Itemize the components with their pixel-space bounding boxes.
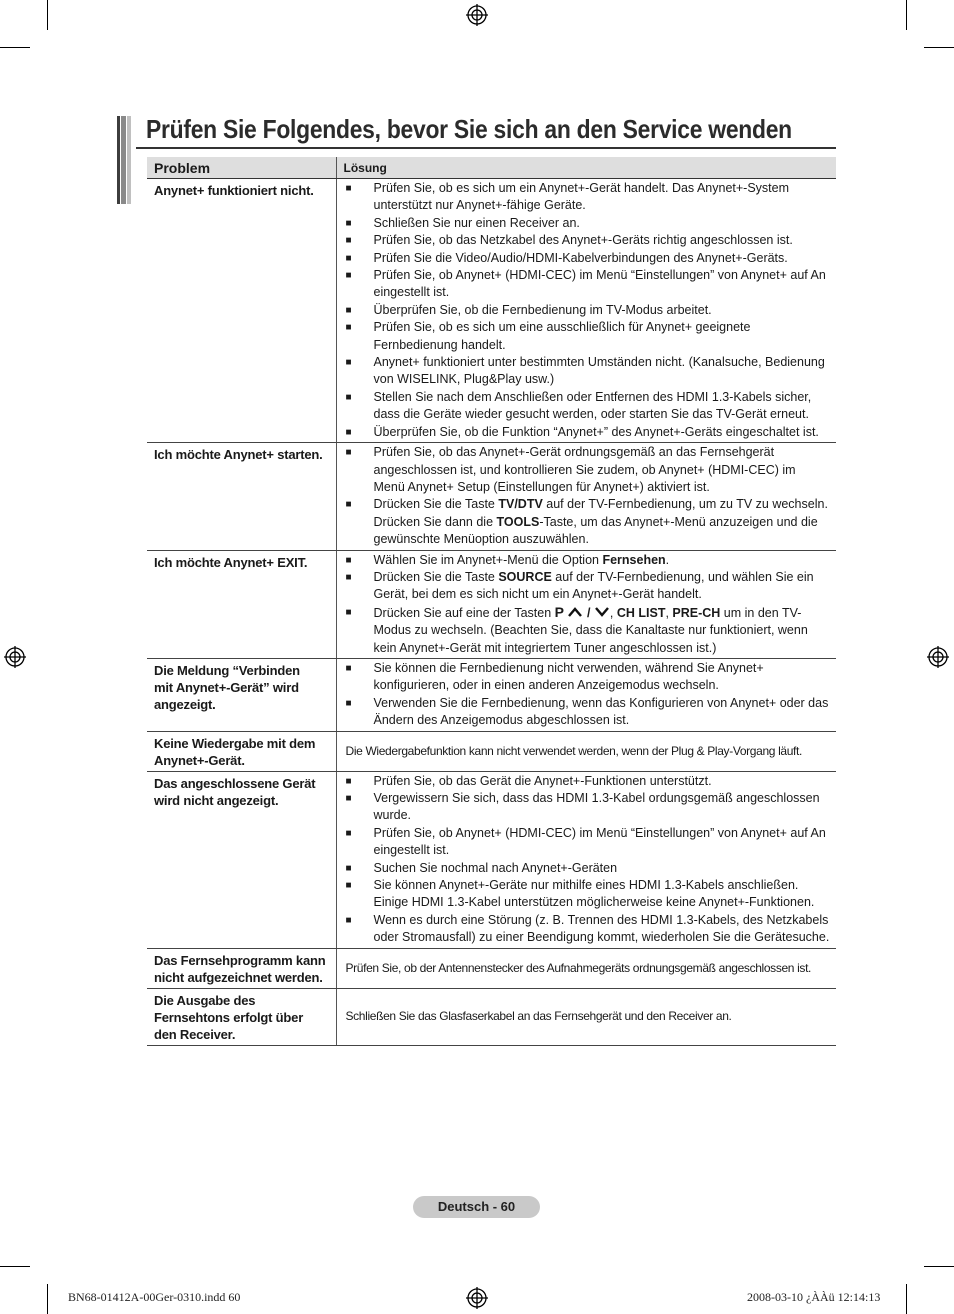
comma-separator: , bbox=[665, 605, 673, 620]
solution-bullet: ■ Überprüfen Sie, ob die Funktion “Anynet+” des Anynet+-Geräts eingeschaltet ist. bbox=[346, 424, 831, 441]
registration-mark-icon bbox=[466, 4, 488, 26]
bullet-text: . bbox=[665, 552, 670, 567]
key-tv-dtv: TV/DTV bbox=[498, 497, 543, 512]
page-number-badge: Deutsch - 60 bbox=[413, 1196, 540, 1218]
solution-cell bbox=[336, 550, 836, 658]
solution-bullet bbox=[346, 569, 831, 604]
crop-mark bbox=[47, 1284, 48, 1314]
solution-bullet: ■ Prüfen Sie, ob das Netzkabel des Anynet+-Geräts richtig angeschlossen ist. bbox=[346, 232, 831, 249]
solution-bullet: ■ Prüfen Sie, ob Anynet+ (HDMI-CEC) im Menü “Einstellungen” von Anynet+ auf An eingestellt ist. bbox=[346, 267, 831, 302]
solution-bullet bbox=[346, 552, 831, 569]
bullet-text: Wählen Sie im Anynet+-Menü die Option bbox=[373, 552, 603, 567]
crop-mark bbox=[47, 0, 48, 30]
solution-bullet: ■ Prüfen Sie, ob das Anynet+-Gerät ordnungsgemäß an das Fernsehgerät angeschlossen ist, und kontrollieren Sie zudem, ob Anynet+ (HDMI-CEC) im Menü Anynet+ Setup (Einstellungen für Anynet+) aktiviert ist. bbox=[346, 444, 831, 496]
problem-cell: Die Meldung “Verbinden mit Anynet+-Gerät” wird angezeigt. bbox=[147, 658, 336, 731]
problem-cell: Anynet+ funktioniert nicht. bbox=[147, 179, 336, 443]
solution-bullet: ■ Verwenden Sie die Fernbedienung, wenn das Konfigurieren von Anynet+ oder das Ändern des Anzeigemodus abgeschlossen ist. bbox=[346, 695, 831, 730]
registration-mark-icon bbox=[466, 1287, 488, 1309]
solution-bullet: ■ Überprüfen Sie, ob die Fernbedienung im TV-Modus arbeitet. bbox=[346, 302, 831, 319]
chevron-down-icon bbox=[594, 606, 610, 618]
table-row bbox=[147, 731, 836, 771]
slash-separator: / bbox=[583, 605, 594, 620]
table-row bbox=[147, 988, 836, 1045]
column-header-solution: Lösung bbox=[336, 157, 836, 179]
solution-bullet: ■ Anynet+ funktioniert unter bestimmten Umständen nicht. (Kanalsuche, Bedienung von WISELINK, Plug&Play usw.) bbox=[346, 354, 831, 389]
registration-mark-icon bbox=[927, 646, 949, 668]
solution-bullet: ■ Prüfen Sie die Video/Audio/HDMI-Kabelverbindungen des Anynet+-Geräts. bbox=[346, 250, 831, 267]
key-tools: TOOLS bbox=[496, 514, 540, 529]
solution-cell bbox=[336, 658, 836, 731]
solution-cell: Die Wiedergabefunktion kann nicht verwendet werden, wenn der Plug & Play-Vorgang läuft. bbox=[336, 731, 836, 771]
problem-cell: Ich möchte Anynet+ starten. bbox=[147, 443, 336, 550]
solution-bullet: ■ Prüfen Sie, ob es sich um eine ausschließlich für Anynet+ geeignete Fernbedienung handelt. bbox=[346, 319, 831, 354]
solution-bullet: ■ Sie können die Fernbedienung nicht verwenden, während Sie Anynet+ konfigurieren, oder in einen anderen Anzeigemodus wechseln. bbox=[346, 660, 831, 695]
crop-mark bbox=[0, 47, 30, 48]
problem-cell: Die Ausgabe des Fernsehtons erfolgt über den Receiver. bbox=[147, 988, 336, 1045]
solution-bullet: ■ Wenn es durch eine Störung (z. B. Trennen des HDMI 1.3-Kabels, des Netzkabels oder Stromausfall) zu einer Beendigung kommt, wiederholen Sie die Gerätesuche. bbox=[346, 912, 831, 947]
solution-bullet: ■ Stellen Sie nach dem Anschließen oder Entfernen des HDMI 1.3-Kabels sicher, dass die Geräte wieder gesucht werden, oder starten Sie das TV-Gerät erneut. bbox=[346, 389, 831, 424]
bullet-text: auf der TV-Fernbedienung, und wählen Sie ein Gerät, bei dem es sich nicht um ein Anynet+-Gerät handelt. bbox=[373, 569, 814, 602]
solution-bullet: ■ Sie können Anynet+-Geräte nur mithilfe eines HDMI 1.3-Kabels anschließen. Einige HDMI 1.3-Kabel unterstützen möglicherweise keine Anynet+-Funktionen. bbox=[346, 877, 831, 912]
bullet-text: Drücken Sie die Taste bbox=[373, 497, 499, 512]
solution-bullet: ■ Prüfen Sie, ob Anynet+ (HDMI-CEC) im Menü “Einstellungen” von Anynet+ auf An eingestellt ist. bbox=[346, 825, 831, 860]
problem-cell: Keine Wiedergabe mit dem Anynet+-Gerät. bbox=[147, 731, 336, 771]
bullet-text: um in den TV-Modus zu wechseln. (Beachten Sie, dass die Kanaltaste nur funktioniert, wenn kein Anynet+-Gerät mit integriertem Tuner angeschlossen ist.) bbox=[373, 605, 808, 655]
table-row bbox=[147, 443, 836, 550]
solution-bullet bbox=[346, 604, 831, 657]
crop-mark bbox=[924, 1266, 954, 1267]
solution-cell bbox=[336, 771, 836, 948]
key-ch-list: CH LIST bbox=[616, 605, 666, 620]
bullet-text: Drücken Sie auf eine der Tasten bbox=[373, 605, 555, 620]
problem-cell: Das angeschlossene Gerät wird nicht angezeigt. bbox=[147, 771, 336, 948]
solution-cell bbox=[336, 443, 836, 550]
problem-cell: Das Fernsehprogramm kann nicht aufgezeichnet werden. bbox=[147, 948, 336, 988]
option-fernsehen: Fernsehen bbox=[602, 552, 666, 567]
table-row bbox=[147, 658, 836, 731]
solution-bullet: ■ Schließen Sie nur einen Receiver an. bbox=[346, 215, 831, 232]
table-row bbox=[147, 948, 836, 988]
problem-cell: Ich möchte Anynet+ EXIT. bbox=[147, 550, 336, 658]
crop-mark bbox=[906, 1284, 907, 1314]
table-row bbox=[147, 550, 836, 658]
title-rule bbox=[136, 147, 836, 149]
troubleshooting-table bbox=[147, 157, 836, 1046]
section-sidebar-bar bbox=[117, 116, 131, 204]
table-header-row bbox=[147, 157, 836, 179]
bullet-text: auf der TV-Fernbedienung, um zu TV zu wechseln. Drücken Sie dann die bbox=[373, 497, 828, 529]
solution-cell: Schließen Sie das Glasfaserkabel an das Fernsehgerät und den Receiver an. bbox=[336, 988, 836, 1045]
crop-mark bbox=[0, 1266, 30, 1267]
solution-bullet: ■ Vergewissern Sie sich, dass das HDMI 1.3-Kabel ordungsgemäß angeschlossen wurde. bbox=[346, 790, 831, 825]
table-row bbox=[147, 179, 836, 443]
solution-cell bbox=[336, 179, 836, 443]
key-pre-ch: PRE-CH bbox=[672, 605, 721, 620]
print-slug-filename: BN68-01412A-00Ger-0310.indd 60 bbox=[68, 1290, 241, 1304]
registration-mark-icon bbox=[4, 646, 26, 668]
crop-mark bbox=[924, 47, 954, 48]
bullet-text: -Taste, um das Anynet+-Menü anzuzeigen und die gewünschte Menüoption auszuwählen. bbox=[373, 514, 818, 547]
page-title: Prüfen Sie Folgendes, bevor Sie sich an den Service wenden bbox=[146, 114, 792, 144]
table-row bbox=[147, 771, 836, 948]
solution-bullet: ■ Suchen Sie nochmal nach Anynet+-Geräten bbox=[346, 860, 831, 877]
comma-separator: , bbox=[609, 605, 617, 620]
key-source: SOURCE bbox=[498, 569, 552, 584]
bullet-text: Drücken Sie die Taste bbox=[373, 569, 499, 584]
solution-bullet: ■ Prüfen Sie, ob das Gerät die Anynet+-Funktionen unterstützt. bbox=[346, 773, 831, 790]
column-header-problem: Problem bbox=[147, 157, 336, 179]
crop-mark bbox=[906, 0, 907, 30]
solution-bullet bbox=[346, 496, 831, 548]
print-slug-timestamp: 2008-03-10 ¿ÀÀü 12:14:13 bbox=[747, 1290, 881, 1304]
solution-bullet: ■ Prüfen Sie, ob es sich um ein Anynet+-Gerät handelt. Das Anynet+-System unterstützt nur Anynet+-fähige Geräte. bbox=[346, 180, 831, 215]
key-p: P bbox=[554, 603, 564, 620]
solution-cell: Prüfen Sie, ob der Antennenstecker des Aufnahmegeräts ordnungsgemäß angeschlossen ist. bbox=[336, 948, 836, 988]
chevron-up-icon bbox=[567, 606, 583, 618]
